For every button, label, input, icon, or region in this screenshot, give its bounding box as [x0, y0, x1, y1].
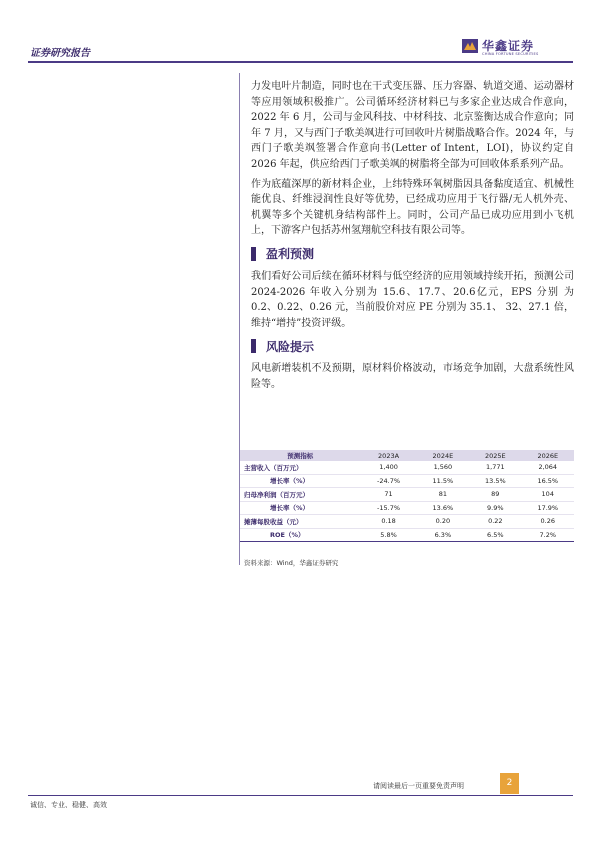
- forecast-table: [240, 450, 574, 542]
- table-cell: 0.22: [469, 515, 521, 529]
- table-cell: 1,771: [469, 461, 521, 474]
- table-cell: 0.20: [417, 515, 469, 529]
- table-row-label: 增长率（%）: [240, 474, 360, 488]
- table-header-cell: 2024E: [417, 450, 469, 461]
- paragraph-recycle: 力发电叶片制造，同时也在干式变压器、压力容器、轨道交通、运动器材等应用领域积极推广。公司循环经济材料已与多家企业达成合作意向，2022 年 6 月，公司与金风科技、中材科技、北京鉴衡达成合作意向；同年 7 月，又与西门子歌美飒进行可回收叶片树脂战略合作。2024 年，与西门子歌美飒签署合作意向书(Letter of Intent，LOI)，协议约定自 2026 年起，供应给西门子歌美飒的树脂将全部为可回收体系系列产品。: [251, 81, 574, 170]
- footer-divider: [28, 795, 573, 796]
- table-cell: 13.5%: [469, 474, 521, 488]
- table-cell: 1,400: [360, 461, 416, 474]
- table-row: [240, 488, 574, 502]
- table-cell: -15.7%: [360, 501, 416, 515]
- table-header-cell: 2023A: [360, 450, 416, 461]
- paragraph-low-altitude: 作为底蕴深厚的新材料企业，上纬特殊环氧树脂因具备黏度适宜、机械性能优良、纤维浸润性良好等优势，已经成功应用于飞行器/无人机外壳、机翼等多个关键机身结构部件上。同时，公司产品已成功应用到小飞机上，下游客户包括苏州氢翔航空科技有限公司等。: [251, 178, 574, 237]
- section-bullet-icon: [251, 339, 256, 353]
- table-cell: 71: [360, 488, 416, 502]
- table-cell: -24.7%: [360, 474, 416, 488]
- table-cell: 89: [469, 488, 521, 502]
- table-cell: 5.8%: [360, 528, 416, 542]
- table-row: [240, 474, 574, 488]
- section-title: 盈利预测: [266, 247, 315, 262]
- section-heading-risk: [251, 337, 574, 355]
- table-row-label: 摊薄每股收益（元）: [240, 515, 360, 529]
- table-cell: 0.18: [360, 515, 416, 529]
- table-row-label: 归母净利润（百万元）: [240, 488, 360, 502]
- table-row-label: 增长率（%）: [240, 501, 360, 515]
- report-type-label: 证券研究报告: [30, 48, 90, 59]
- table-row: [240, 501, 574, 515]
- footer-motto: 诚信、专业、稳健、高效: [30, 801, 107, 809]
- table-row-label: 主营收入（百万元）: [240, 461, 360, 474]
- table-source-note: 资料来源：Wind，华鑫证券研究: [244, 559, 339, 567]
- table-cell: 104: [522, 488, 574, 502]
- table-cell: 6.3%: [417, 528, 469, 542]
- table-cell: 1,560: [417, 461, 469, 474]
- table-cell: 17.9%: [522, 501, 574, 515]
- table-cell: 0.26: [522, 515, 574, 529]
- disclaimer-note: 请阅读最后一页重要免责声明: [373, 782, 464, 790]
- logo-subtext: CHINA FORTUNE SECURITIES: [482, 52, 539, 56]
- section-heading-forecast: [251, 245, 574, 263]
- table-cell: 2,064: [522, 461, 574, 474]
- table-row: [240, 528, 574, 542]
- table-cell: 13.6%: [417, 501, 469, 515]
- table-row-label: ROE（%）: [240, 528, 360, 542]
- table-cell: 16.5%: [522, 474, 574, 488]
- paragraph-forecast: 我们看好公司后续在循环材料与低空经济的应用领域持续开拓，预测公司 2024-2026 年收入分别为 15.6、17.7、20.6亿元，EPS 分别 为 0.2、0.22、0.26 元，当前股价对应 PE 分别为 35.1、 32、27.1 倍，维持“增持”投资评级。: [251, 270, 574, 329]
- table-header-cell: 2026E: [522, 450, 574, 461]
- table-header-cell: 2025E: [469, 450, 521, 461]
- section-bullet-icon: [251, 247, 256, 261]
- table-cell: 81: [417, 488, 469, 502]
- table-row: [240, 461, 574, 474]
- header-divider: [28, 61, 573, 63]
- table-row: [240, 515, 574, 529]
- table-header-row: [240, 450, 574, 461]
- table-cell: 11.5%: [417, 474, 469, 488]
- table-cell: 6.5%: [469, 528, 521, 542]
- table-cell: 7.2%: [522, 528, 574, 542]
- main-content: [251, 79, 574, 397]
- paragraph-risk: 风电新增装机不及预期，原材料价格波动，市场竞争加剧，大盘系统性风险等。: [251, 363, 574, 390]
- table-header-cell: 预测指标: [240, 450, 360, 461]
- logo-text: 华鑫证券: [482, 39, 535, 53]
- page-number: 2: [500, 773, 519, 794]
- company-logo: [462, 37, 572, 57]
- table-cell: 9.9%: [469, 501, 521, 515]
- logo-mark-icon: [462, 39, 478, 53]
- section-title: 风险提示: [266, 339, 315, 354]
